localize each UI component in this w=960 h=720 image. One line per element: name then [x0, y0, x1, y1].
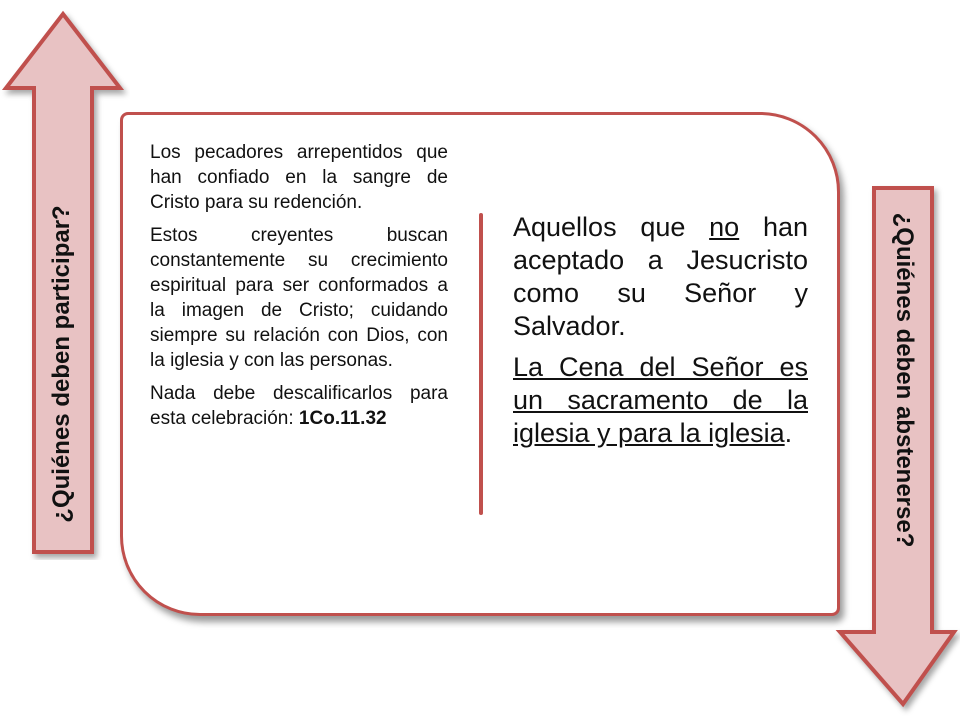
sacrament-period: . [784, 418, 793, 448]
spiritual-growth-text: Estos creyentes buscan constantemente su crecimiento espiritual para ser conformados a la imagen de Cristo; cuidando siempre su relación con Dios, con la iglesia y con las personas. [150, 225, 448, 371]
participants-column [150, 140, 448, 439]
sacrament-statement [513, 351, 808, 450]
participate-question-label: ¿Quiénes deben participar? [48, 205, 75, 523]
non-believers-rest: han aceptado a Jesucristo como su Señor y Salvador. [513, 212, 808, 341]
abstain-question-label: ¿Quiénes deben abstenerse? [891, 212, 918, 548]
abstainers-column [513, 211, 808, 458]
non-believers-text [513, 211, 808, 343]
disqualification-phrase: Nada debe descalificarlos para esta celebración: [150, 383, 448, 429]
column-divider [479, 213, 483, 515]
sacrament-underlined: La Cena del Señor es un sacramento de la iglesia y para la iglesia [513, 352, 808, 448]
no-disqualification-text [150, 381, 448, 431]
emphasis-no: no [709, 212, 740, 242]
bible-reference: 1Co.11.32 [298, 408, 387, 429]
repentant-sinners-text: Los pecadores arrepentidos que han confiado en la sangre de Cristo para su redención. [150, 142, 448, 213]
non-believers-lead: Aquellos que [513, 212, 710, 242]
